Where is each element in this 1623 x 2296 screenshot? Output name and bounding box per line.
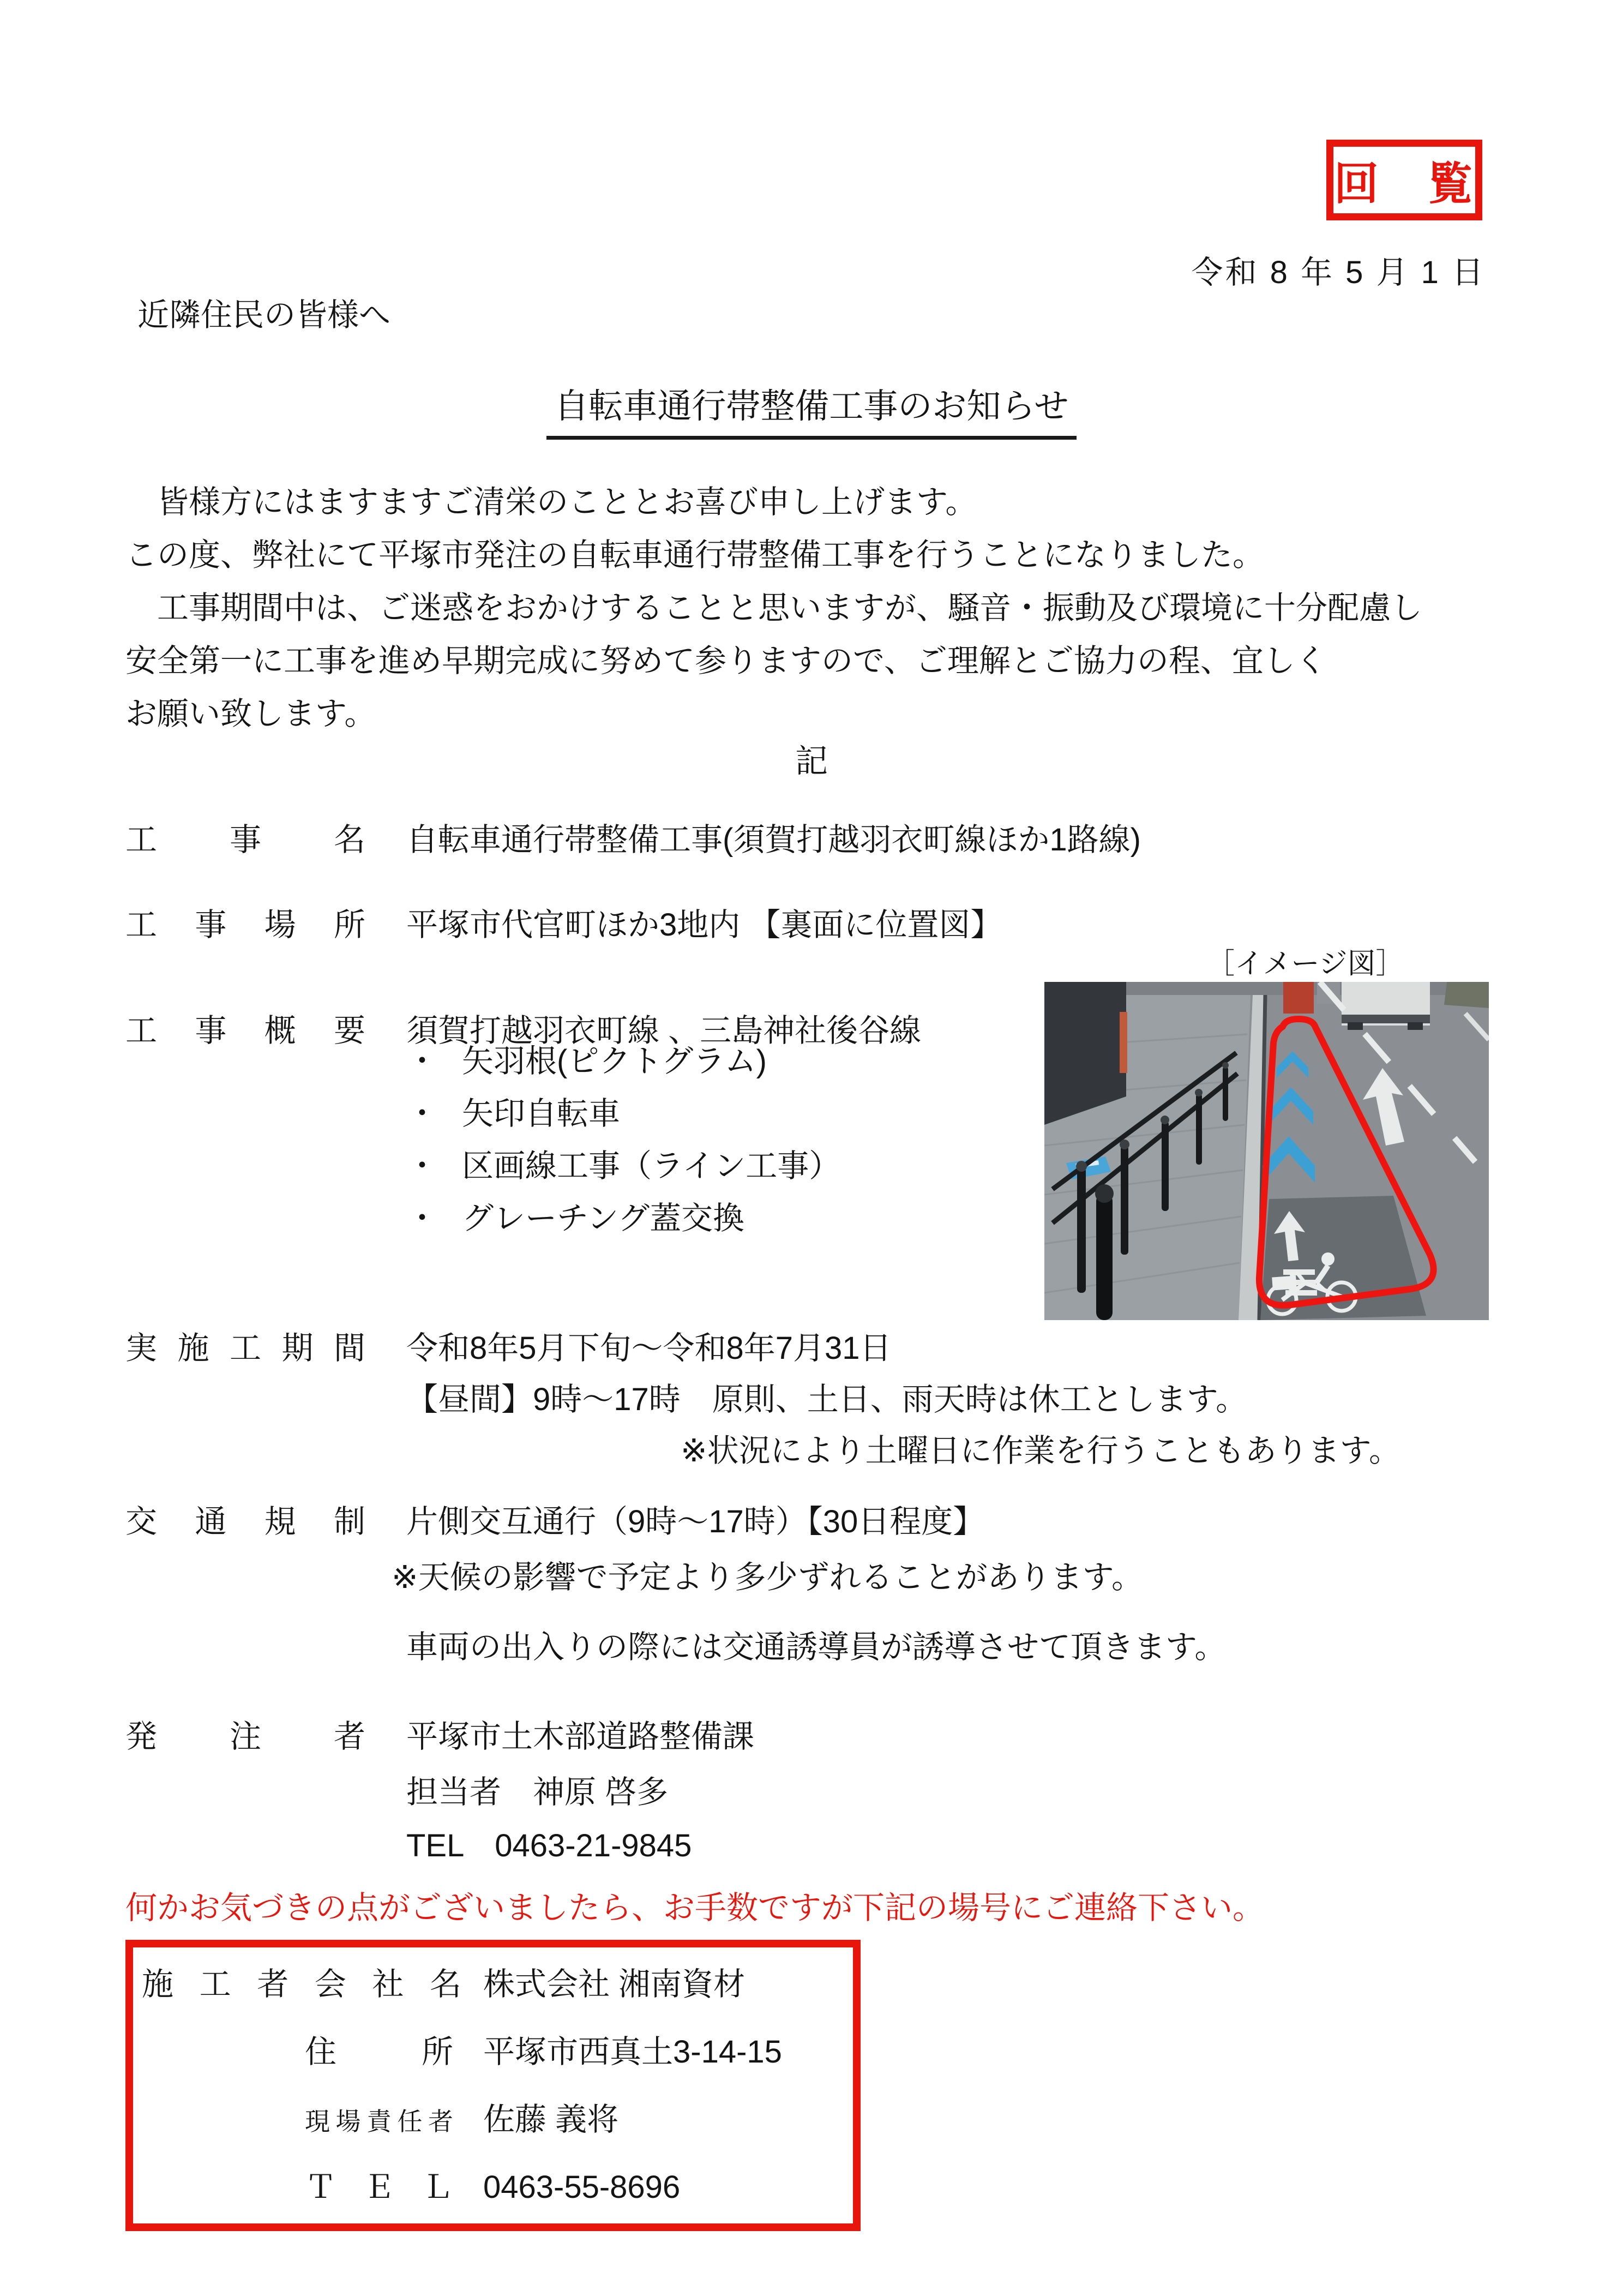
row-label: 現場責任者 bbox=[305, 2107, 453, 2136]
row-value: 平塚市代官町ほか3地内 【裏面に位置図】 bbox=[406, 907, 1002, 943]
regulation-note-weather: ※天候の影響で予定より多少ずれることがあります。 bbox=[392, 1560, 1143, 1595]
row-value: 株式会社 湘南資材 bbox=[483, 1967, 746, 2002]
image-caption: ［イメージ図］ bbox=[1206, 948, 1404, 980]
intro-line: この度、弊社にて平塚市発注の自転車通行帯整備工事を行うことになりました。 bbox=[125, 537, 1265, 573]
overview-bullet-list bbox=[406, 1035, 840, 1245]
circulation-stamp bbox=[1326, 140, 1482, 220]
row-label: 工事場所 bbox=[125, 907, 365, 943]
record-marker: 記 bbox=[795, 743, 828, 780]
white-truck bbox=[1342, 982, 1430, 1030]
bullet-marker: ・ bbox=[406, 1044, 438, 1079]
contractor-row-tel bbox=[142, 2161, 853, 2207]
row-value: 0463-55-8696 bbox=[483, 2169, 681, 2205]
regulation-note-guide: 車両の出入りの際には交通誘導員が誘導させて頂きます。 bbox=[406, 1629, 1227, 1665]
list-item bbox=[406, 1035, 840, 1088]
bullet-text: グレーチング蓋交換 bbox=[462, 1201, 744, 1236]
row-value: 平塚市土木部道路整備課 bbox=[406, 1719, 755, 1754]
contractor-row-company bbox=[142, 1958, 853, 2004]
row-label: 工事名 bbox=[125, 822, 365, 858]
site-photo bbox=[1044, 982, 1489, 1320]
bullet-text: 区画線工事（ライン工事） bbox=[462, 1148, 841, 1184]
row-construction-name bbox=[125, 814, 1141, 860]
contractor-box bbox=[125, 1940, 861, 2231]
row-value: 令和8年5月下旬～令和8年7月31日 bbox=[406, 1330, 892, 1366]
issue-date: 令和 8 年 5 月 1 日 bbox=[1191, 255, 1486, 290]
list-item bbox=[406, 1140, 840, 1192]
contact-alert-text: 何かお気づきの点がございましたら、お手数ですが下記の場号にご連絡下さい。 bbox=[125, 1890, 1265, 1926]
intro-line: 安全第一に工事を進め早期完成に努めて参りますので、ご理解とご協力の程、宜しく bbox=[125, 643, 1327, 679]
row-value: 平塚市西真土3-14-15 bbox=[483, 2034, 782, 2070]
row-label: 施工者会社名 bbox=[142, 1967, 461, 2002]
row-label: 実施工期間 bbox=[125, 1330, 365, 1366]
row-traffic-regulation bbox=[125, 1496, 984, 1542]
row-value: 自転車通行帯整備工事(須賀打越羽衣町線ほか1路線) bbox=[406, 822, 1141, 858]
orderer-tel: TEL 0463-21-9845 bbox=[406, 1828, 692, 1863]
row-orderer bbox=[125, 1711, 754, 1757]
bullet-text: 矢羽根(ピクトグラム) bbox=[462, 1044, 767, 1079]
row-label: ＴＥＬ bbox=[305, 2169, 453, 2205]
intro-line: お願い致します。 bbox=[125, 696, 376, 732]
contractor-row-site-manager bbox=[142, 2094, 853, 2139]
hedge bbox=[1444, 982, 1489, 1008]
circulation-stamp-label: 回 覧 bbox=[1333, 159, 1475, 209]
row-value: 片側交互通行（9時～17時）【30日程度】 bbox=[406, 1504, 985, 1539]
bullet-text: 矢印自転車 bbox=[462, 1096, 621, 1131]
row-label: 住所 bbox=[305, 2034, 453, 2070]
contractor-row-address bbox=[142, 2026, 853, 2072]
red-vehicle bbox=[1283, 982, 1314, 1014]
page-title-wrap bbox=[0, 379, 1623, 440]
list-item bbox=[406, 1192, 840, 1245]
bullet-marker: ・ bbox=[406, 1201, 438, 1236]
bullet-marker: ・ bbox=[406, 1096, 438, 1131]
intro-paragraph bbox=[125, 476, 1422, 740]
intro-line: 皆様方にはますますご清栄のこととお喜び申し上げます。 bbox=[125, 484, 977, 520]
row-value: 須賀打越羽衣町線 、三島神社後谷線 bbox=[406, 1013, 922, 1048]
salutation: 近隣住民の皆様へ bbox=[137, 297, 391, 333]
row-construction-period bbox=[125, 1322, 892, 1368]
bullet-marker: ・ bbox=[406, 1148, 438, 1184]
page-title: 自転車通行帯整備工事のお知らせ bbox=[546, 379, 1076, 440]
list-item bbox=[406, 1088, 840, 1140]
orderer-contact-person: 担当者 神原 啓多 bbox=[406, 1775, 669, 1810]
orange-pole bbox=[1120, 1012, 1127, 1073]
row-construction-place bbox=[125, 899, 1002, 945]
period-note-saturday: ※状況により土曜日に作業を行うこともあります。 bbox=[681, 1433, 1400, 1468]
row-label: 交通規制 bbox=[125, 1504, 365, 1539]
intro-line: 工事期間中は、ご迷惑をおかけすることと思いますが、騒音・振動及び環境に十分配慮し bbox=[125, 590, 1423, 626]
period-note-daytime: 【昼間】9時～17時 原則、土日、雨天時は休工とします。 bbox=[406, 1382, 1248, 1417]
row-label: 発注者 bbox=[125, 1719, 365, 1754]
row-value: 佐藤 義将 bbox=[483, 2102, 619, 2137]
row-label: 工事概要 bbox=[125, 1013, 365, 1048]
